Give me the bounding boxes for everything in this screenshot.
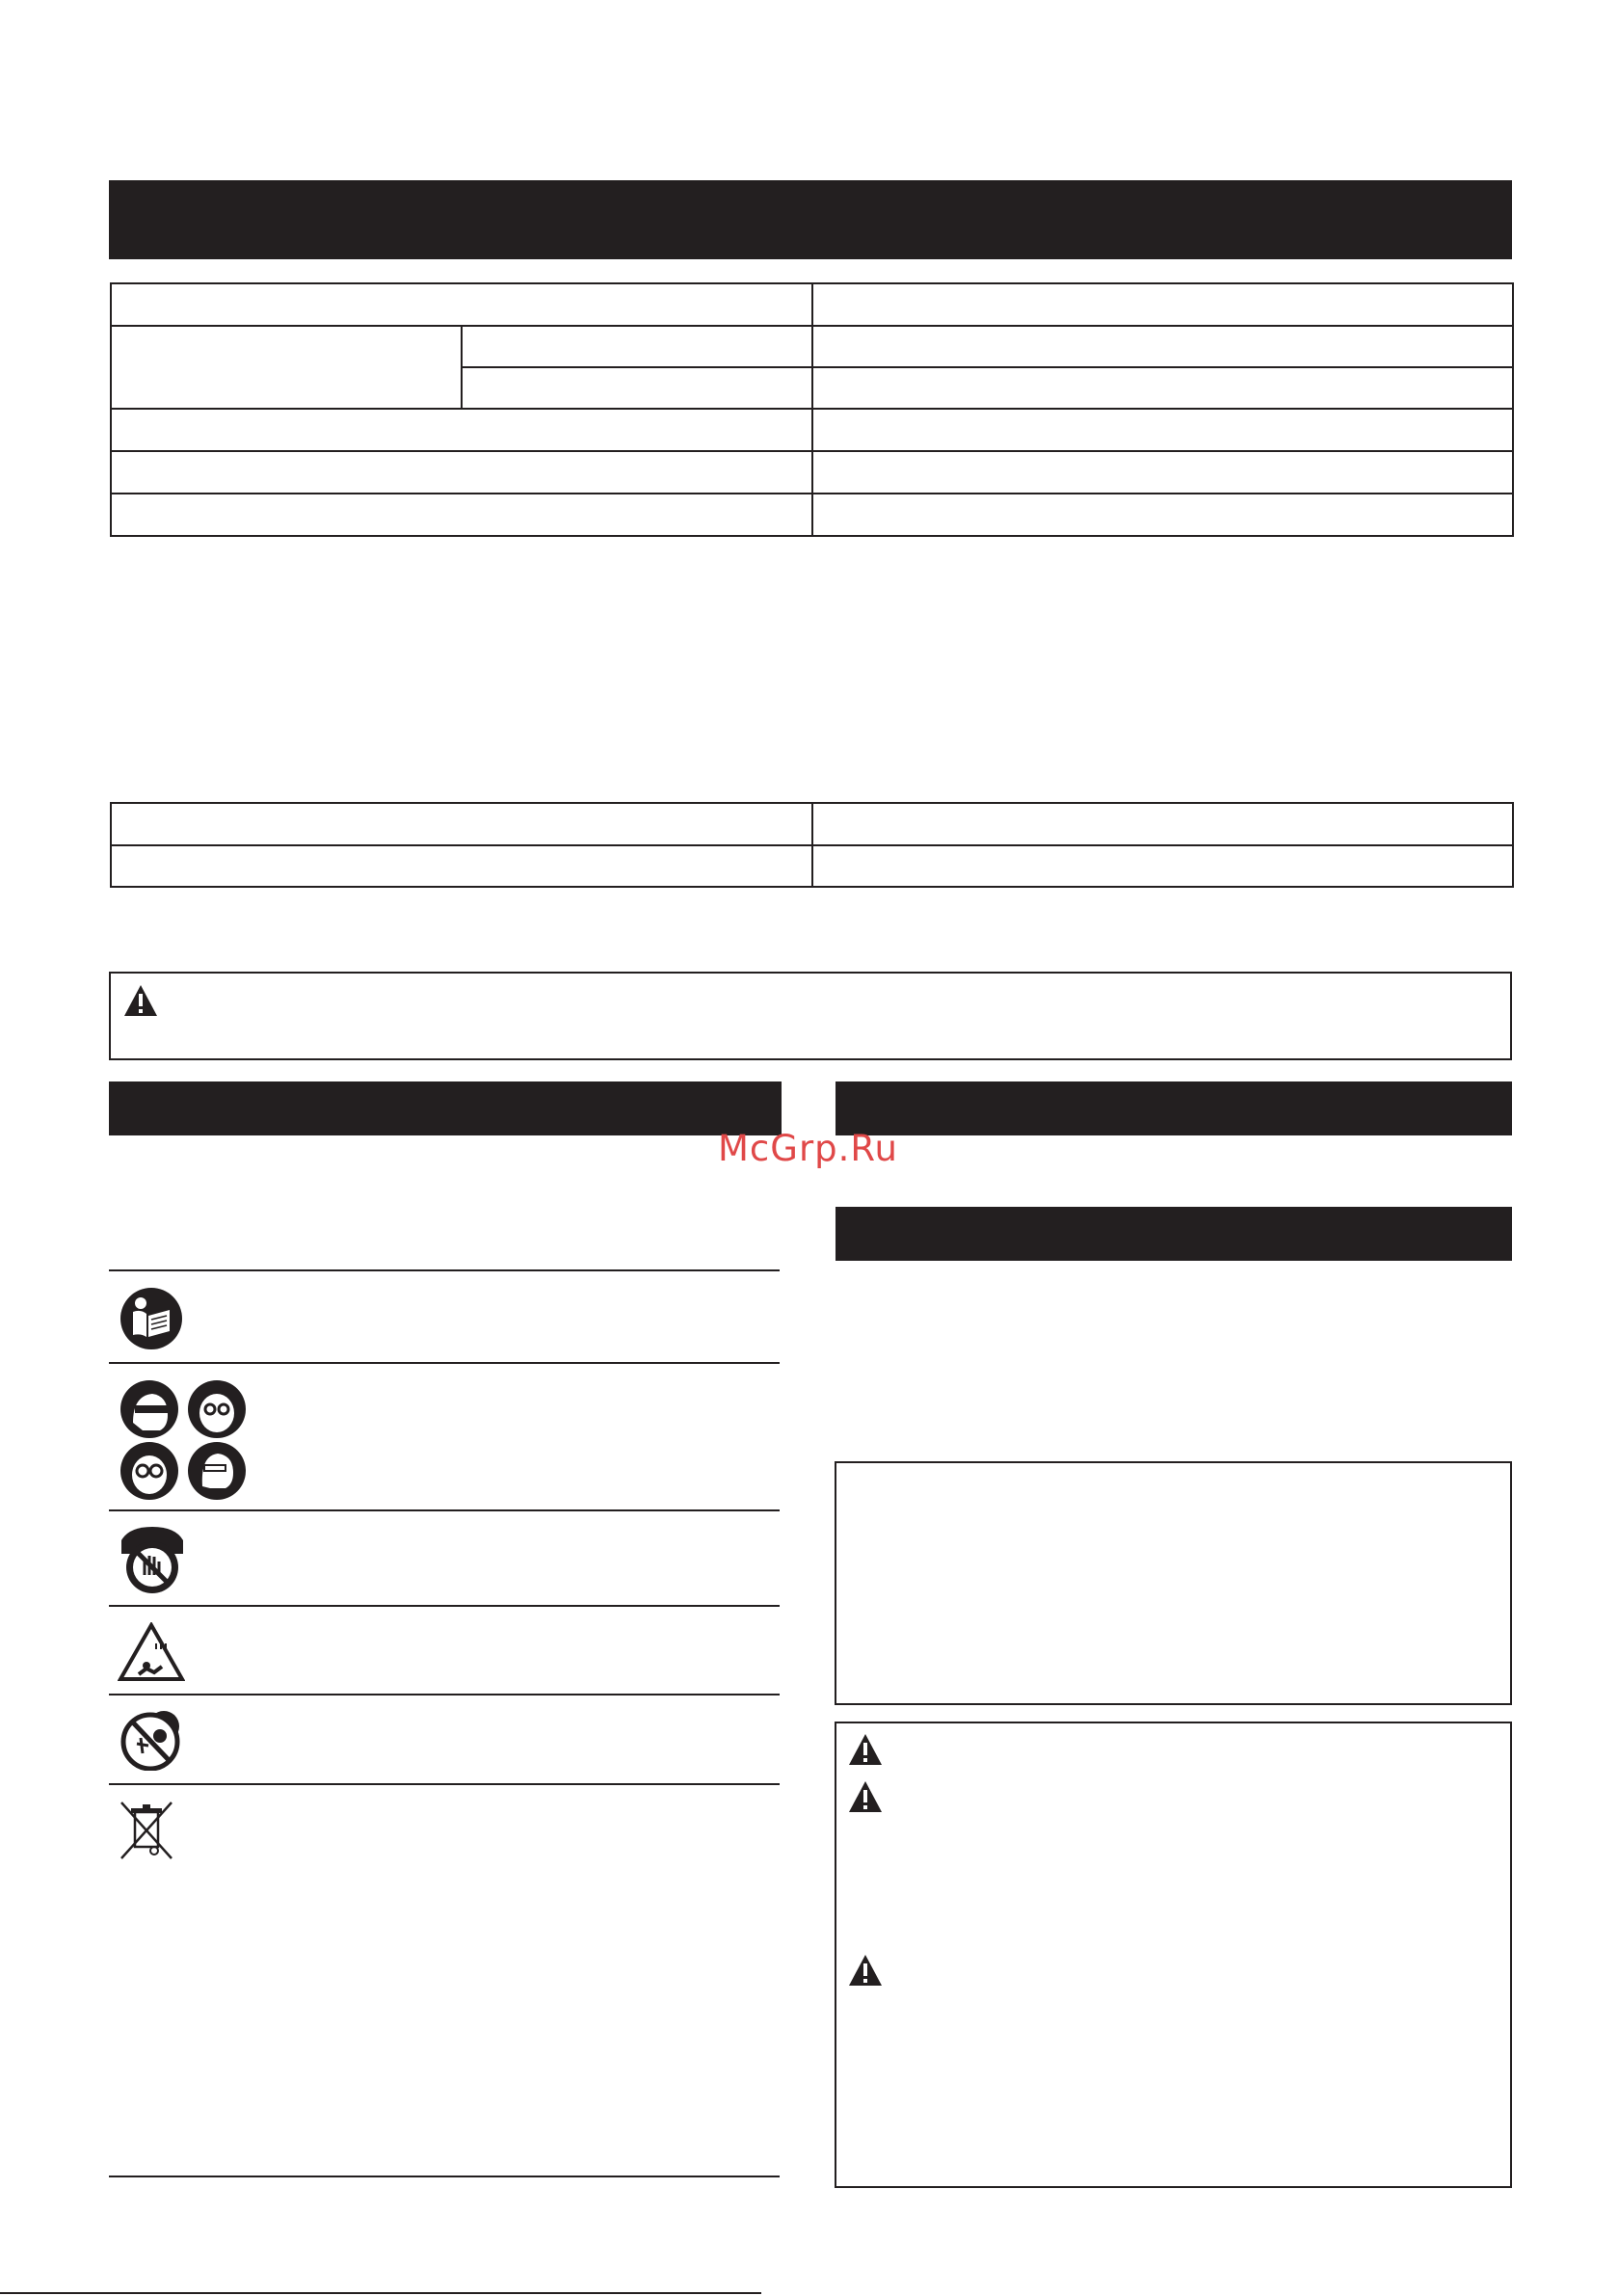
notice-box — [835, 1461, 1512, 1705]
table-cell — [111, 451, 812, 494]
flying-debris-warning-icon — [118, 1622, 185, 1682]
table-cell — [812, 283, 1513, 326]
table-cell — [111, 845, 812, 887]
noise-vibration-table — [110, 802, 1514, 888]
divider — [109, 1783, 780, 1785]
divider — [109, 1509, 780, 1511]
specifications-table — [110, 282, 1514, 537]
specifications-header-bar — [109, 180, 1512, 259]
divider — [109, 1694, 780, 1695]
table-cell — [111, 409, 812, 451]
table-cell — [812, 326, 1513, 367]
intended-use-section-heading-bar — [836, 1081, 1512, 1135]
read-manual-icon — [119, 1287, 183, 1350]
table-row — [111, 845, 1513, 887]
divider — [109, 1269, 780, 1271]
no-blade-contact-icon — [119, 1707, 185, 1771]
table-cell — [462, 326, 812, 367]
divider — [109, 1605, 780, 1607]
table-cell — [111, 326, 462, 409]
table-cell — [812, 367, 1513, 409]
warning-triangle-icon — [848, 1780, 883, 1813]
divider — [109, 2176, 780, 2177]
symbols-section-heading-bar — [109, 1081, 782, 1135]
keep-hands-away-icon — [119, 1525, 185, 1596]
table-row — [111, 326, 1513, 367]
power-supply-section-heading-bar — [836, 1207, 1512, 1261]
table-cell — [111, 283, 812, 326]
safety-warnings-box — [835, 1722, 1512, 2188]
table-row — [111, 451, 1513, 494]
warning-box — [109, 972, 1512, 1060]
watermark: McGrp.Ru — [718, 1128, 898, 1169]
table-cell — [812, 494, 1513, 536]
divider — [109, 1362, 780, 1364]
table-cell — [812, 451, 1513, 494]
table-cell — [812, 845, 1513, 887]
table-cell — [812, 409, 1513, 451]
table-cell — [111, 494, 812, 536]
page-bottom-rule — [0, 2292, 761, 2294]
warning-triangle-icon — [123, 984, 158, 1017]
table-row — [111, 409, 1513, 451]
warning-triangle-icon — [848, 1733, 883, 1766]
table-row — [111, 283, 1513, 326]
warning-triangle-icon — [848, 1954, 883, 1987]
table-row — [111, 494, 1513, 536]
eye-ear-protection-icon — [119, 1380, 247, 1500]
table-cell — [111, 803, 812, 845]
table-cell — [462, 367, 812, 409]
table-cell — [812, 803, 1513, 845]
table-row — [111, 803, 1513, 845]
crossed-wheelie-bin-icon — [118, 1799, 175, 1862]
